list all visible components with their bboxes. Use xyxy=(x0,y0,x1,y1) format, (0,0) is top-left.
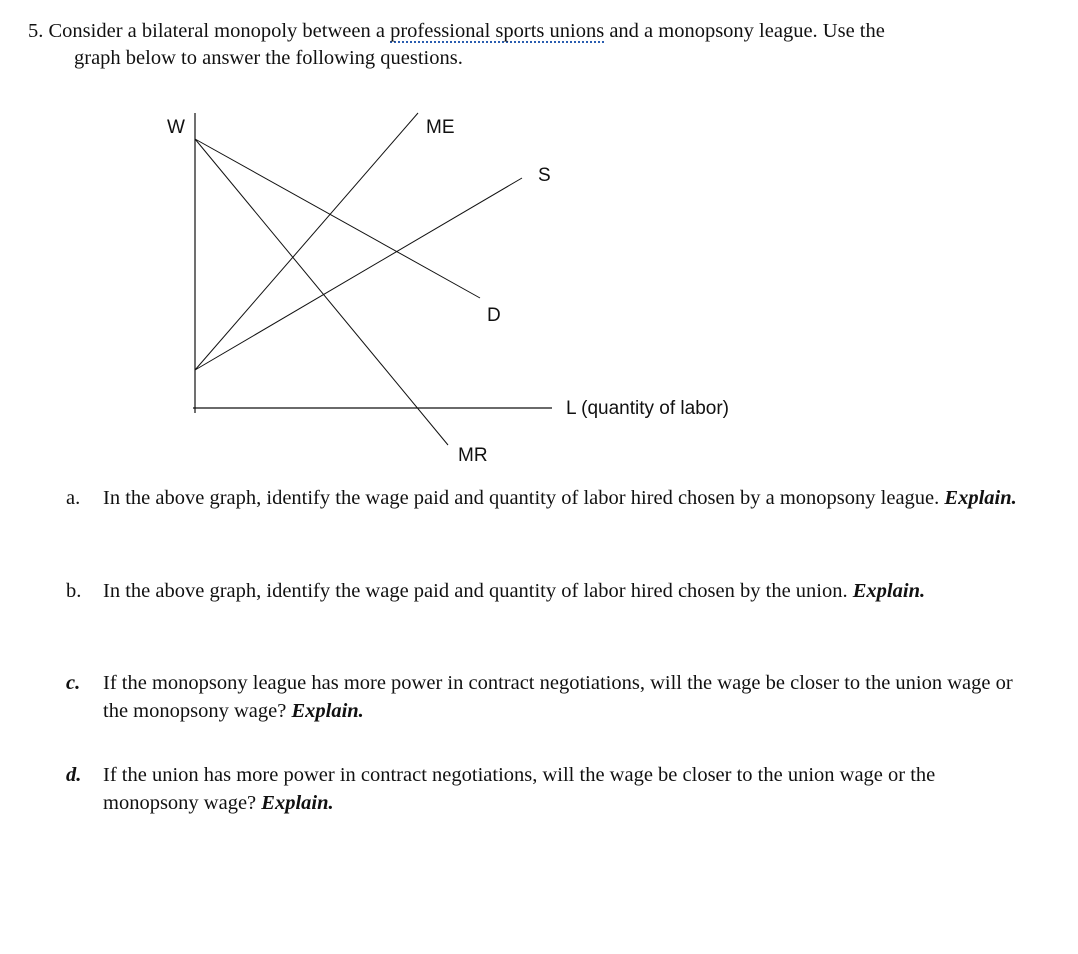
mr-label: MR xyxy=(458,445,488,466)
part-a-text: In the above graph, identify the wage paid and quantity of labor hired chosen by a monopsony league. xyxy=(103,487,940,509)
part-d-explain: Explain. xyxy=(261,792,334,814)
spellcheck-underlined-phrase[interactable]: professional sports unions xyxy=(390,20,605,42)
part-d-label: d. xyxy=(66,764,82,786)
part-a-label: a. xyxy=(66,487,81,509)
intro-text-start: Consider a bilateral monopoly between a xyxy=(48,20,385,42)
part-d-text: If the union has more power in contract negotiations, will the wage be closer to the union wage or the monopsony wage? xyxy=(103,764,936,814)
part-c-explain: Explain. xyxy=(291,700,364,722)
part-a-explain: Explain. xyxy=(944,487,1017,509)
part-a xyxy=(66,484,1026,512)
x-axis-label: L (quantity of labor) xyxy=(566,398,729,419)
question-number: 5. xyxy=(28,20,44,42)
part-d xyxy=(66,761,1026,817)
me-curve xyxy=(195,113,418,370)
supply-curve xyxy=(195,178,522,370)
y-axis-label: W xyxy=(167,117,185,138)
demand-curve xyxy=(195,139,480,298)
demand-label: D xyxy=(487,305,501,326)
supply-label: S xyxy=(538,165,551,186)
part-c-label: c. xyxy=(66,672,81,694)
part-b xyxy=(66,577,1026,605)
intro-text-end: and a monopsony league. Use the xyxy=(609,20,885,42)
part-b-label: b. xyxy=(66,580,82,602)
part-b-explain: Explain. xyxy=(852,580,926,602)
mr-curve xyxy=(195,139,448,445)
intro-text-line2: graph below to answer the following questions. xyxy=(74,47,463,69)
part-c xyxy=(66,669,1026,725)
me-label: ME xyxy=(426,117,455,138)
part-b-text: In the above graph, identify the wage paid and quantity of labor hired chosen by the union. xyxy=(103,580,848,602)
part-c-text: If the monopsony league has more power in contract negotiations, will the wage be closer to the union wage or the monopsony wage? xyxy=(103,672,1013,722)
